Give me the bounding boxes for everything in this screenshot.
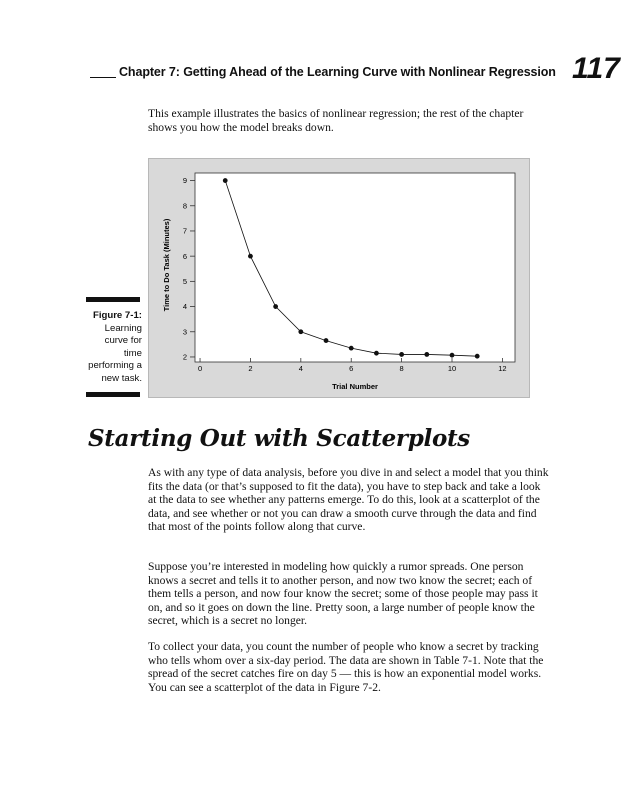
data-point [273,304,278,309]
body-paragraph-3: To collect your data, you count the number of people who know a secret by tracking who tells whom over a six-day period. The data are shown in Table 7-1. Note that the spread of the secret catches fire on day 5 — this is how an exponential model works. You can see a scatterplot of the data in Figure 7-2. [148,640,544,694]
y-tick-label: 6 [182,251,187,261]
data-point [248,254,253,259]
data-point [349,346,354,351]
data-point [475,354,480,359]
body-paragraph-1: As with any type of data analysis, before you dive in and select a model that you think fits the data (or that’s supposed to fit the data), you have to step back and take a look at the data to see whether any patterns emerge. To do this, look at a scatterplot of the data, and see whether or not you can draw a smooth curve through the data and find that most of the points follow along that curve. [148,466,549,534]
body-paragraph-2: Suppose you’re interested in modeling how quickly a rumor spreads. One person knows a secret and tells it to another person, and now two know the secret; each of them tells a person, and now four know the secret; some of those people may pass it on, and so it goes on down the line. Pretty soon, a large number of people know the secret, which is a secret no longer. [148,560,538,628]
y-axis-ticks [183,176,195,361]
learning-curve-chart [149,159,529,397]
figure-caption-text: Learning curve for time performing a new task. [88,322,142,384]
y-axis-label: Time to Do Task (Minutes) [162,218,171,312]
data-point [298,329,303,334]
data-point [374,351,379,356]
x-tick-label: 0 [197,364,203,373]
x-tick-label: 8 [399,364,404,373]
x-tick-label: 2 [248,364,253,373]
section-title: Starting Out with Scatterplots [88,425,470,452]
y-tick-label: 3 [182,327,187,337]
data-point [450,353,455,358]
caption-rule-bottom [86,392,140,397]
y-tick-label: 2 [182,352,187,362]
x-tick-label: 6 [349,364,354,373]
header-rule [90,77,116,78]
caption-rule-top [86,297,140,302]
running-header-title: Chapter 7: Getting Ahead of the Learning Curve with Nonlinear Regression [119,65,556,79]
y-tick-label: 9 [182,176,187,186]
x-tick-label: 12 [498,364,507,373]
y-tick-label: 8 [182,201,187,211]
data-point [223,178,228,183]
y-tick-label: 7 [182,226,187,236]
x-axis-label: Trial Number [332,382,378,391]
page-number: 117 [572,52,620,85]
x-tick-label: 10 [447,364,457,373]
figure-label: Figure 7-1: [92,310,142,321]
data-point [424,352,429,357]
data-point [399,352,404,357]
data-point [324,338,329,343]
intro-paragraph: This example illustrates the basics of nonlinear regression; the rest of the chapter shows you how the model breaks down. [148,107,524,134]
figure-7-1 [148,158,530,398]
figure-caption [86,310,142,386]
y-tick-label: 4 [182,302,187,312]
plot-area [195,173,515,362]
x-tick-label: 4 [298,364,303,373]
y-tick-label: 5 [182,276,187,286]
